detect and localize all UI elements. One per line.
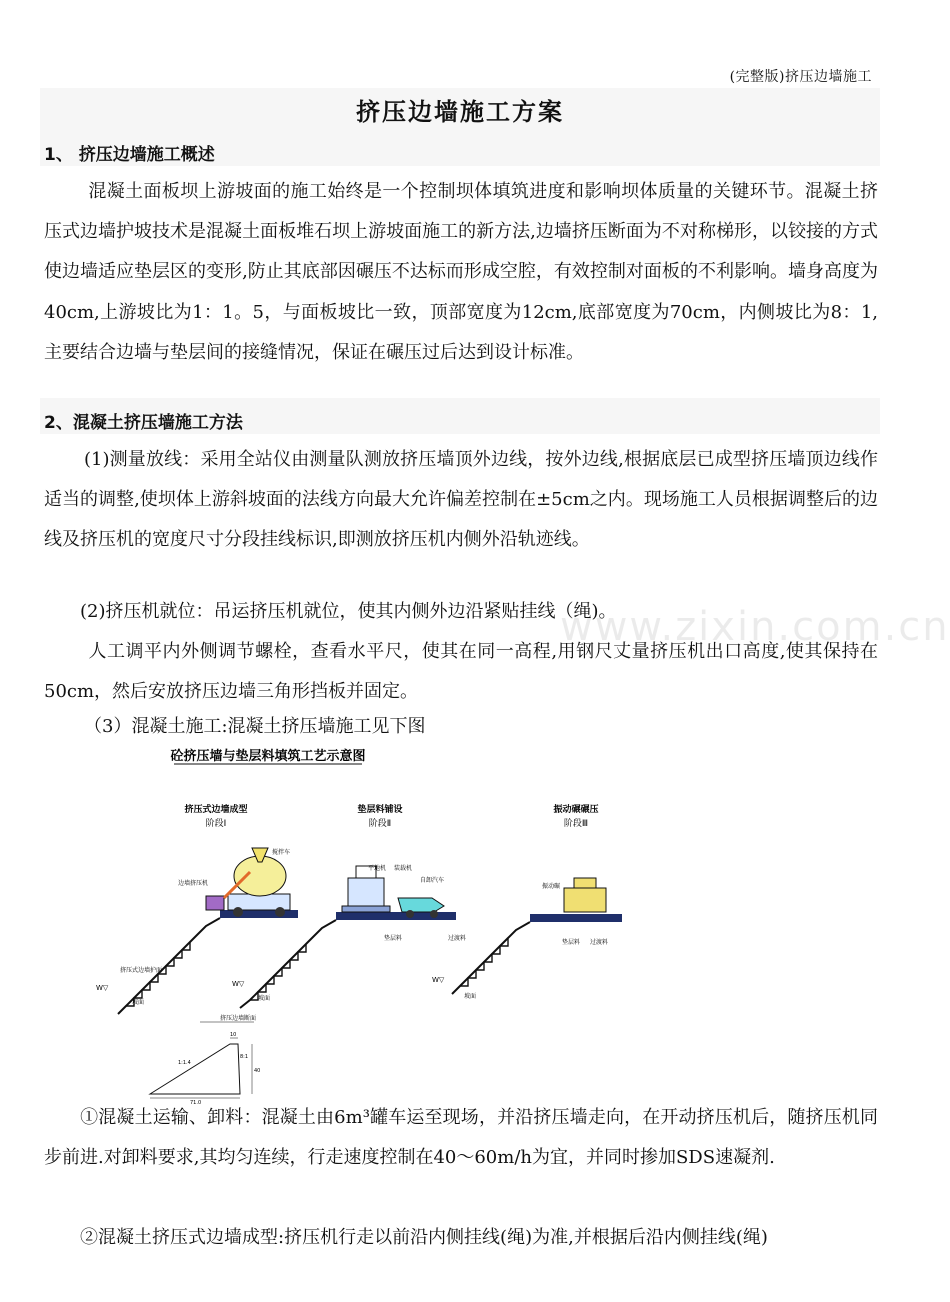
label-transition-3: 过渡料 [590, 939, 609, 946]
label-mixer: 搅拌车 [272, 849, 291, 856]
stage-3-name: 振动碾碾压 [553, 805, 599, 815]
label-loader: 装载机 [394, 865, 413, 872]
watermark: www.zixin.com.cn [560, 604, 950, 650]
label-transition: 过渡料 [448, 935, 467, 942]
step-3-2-forming: ②混凝土挤压式边墙成型:挤压机行走以前沿内侧挂线(绳)为准,并根据后沿内侧挂线(绳) [80, 1227, 768, 1248]
label-roller: 振动碾 [542, 883, 561, 890]
stage-2-name: 垫层料铺设 [357, 805, 403, 815]
label-wall: 挤压式边墙护面 [120, 967, 163, 974]
step-2-positioning: (2)挤压机就位：吊运挤压机就位，使其内侧外边沿紧贴挂线（绳)。 [80, 601, 617, 622]
dim-inner: 8:1 [240, 1054, 249, 1060]
stage-1-phase: 阶段Ⅰ [205, 819, 227, 829]
section-1-heading: 1、 挤压边墙施工概述 [44, 145, 215, 165]
section-title: 挤压边墙断面 [220, 1015, 257, 1022]
section-detail [150, 1014, 260, 1106]
stage-3-ground [530, 914, 622, 922]
label-extruder: 边墙挤压机 [178, 880, 209, 887]
dim-base: 71.0 [190, 1100, 202, 1106]
section-2-heading: 2、混凝土挤压墙施工方法 [44, 413, 243, 433]
stage-1-scene [96, 848, 298, 1014]
step-3-concrete: （3）混凝土施工:混凝土挤压墙施工见下图 [84, 716, 426, 737]
figure-title: 砼挤压墙与垫层料填筑工艺示意图 [170, 749, 366, 764]
water-level-3: W▽ [432, 976, 445, 984]
stage-2-phase: 阶段Ⅱ [368, 819, 392, 829]
stage-3-phase: 阶段Ⅲ [563, 819, 589, 829]
dim-height: 40 [254, 1068, 261, 1074]
page-title: 挤压边墙施工方案 [356, 97, 564, 126]
stage-2-ground [336, 912, 456, 920]
label-paver: 平地机 [368, 865, 387, 872]
stage-1-ground [220, 910, 298, 918]
water-level-1: W▽ [96, 984, 109, 992]
label-bedding-3: 垫层料 [562, 939, 581, 946]
dim-slope: 1:1.4 [178, 1060, 191, 1066]
label-slope-3: 坡面 [464, 993, 477, 1000]
water-level-2: W▽ [232, 980, 245, 988]
running-header: (完整版)挤压边墙施工 [729, 69, 872, 85]
label-slope-1: 坡面 [132, 999, 145, 1006]
label-slope-2: 坡面 [258, 995, 271, 1002]
step-1-survey: (1)测量放线：采用全站仪由测量队测放挤压墙顶外边线，按外边线,根据底层已成型挤压墙顶边线作适当的调整,使坝体上游斜坡面的法线方向最大允许偏差控制在±5cm之内。现场施工人员根据调整后的边线及挤压机的宽度尺寸分段挂线标识,即测放挤压机内侧外沿轨迹线。 [44, 449, 878, 551]
label-dumper: 自卸汽车 [420, 877, 445, 884]
step-2-leveling: 人工调平内外侧调节螺栓，查看水平尺，使其在同一高程,用钢尺丈量挤压机出口高度,使其保持在50cm，然后安放挤压边墙三角形挡板并固定。 [44, 641, 878, 703]
stage-1-name: 挤压式边墙成型 [184, 805, 248, 815]
section-1-body: 混凝土面板坝上游坡面的施工始终是一个控制坝体填筑进度和影响坝体质量的关键环节。混凝土挤压式边墙护坡技术是混凝土面板堆石坝上游坡面施工的新方法,边墙挤压断面为不对称梯形，以铰接的方式使边墙适应垫层区的变形,防止其底部因碾压不达标而形成空腔，有效控制对面板的不利影响。墙身高度为40cm,上游坡比为1：1。5，与面板坡比一致，顶部宽度为12cm,底部宽度为70cm，内侧坡比为8：1,主要结合边墙与垫层间的接缝情况，保证在碾压过后达到设计标准。 [44, 181, 878, 363]
construction-diagram [90, 738, 650, 1106]
label-bedding: 垫层料 [384, 935, 403, 942]
dim-top: 10 [230, 1032, 237, 1038]
step-3-1-transport: ①混凝土运输、卸料：混凝土由6m³罐车运至现场，并沿挤压墙走向，在开动挤压机后，随挤压机同步前进.对卸料要求,其均匀连续，行走速度控制在40～60m/h为宜，并同时掺加SDS速凝剂. [44, 1107, 878, 1169]
